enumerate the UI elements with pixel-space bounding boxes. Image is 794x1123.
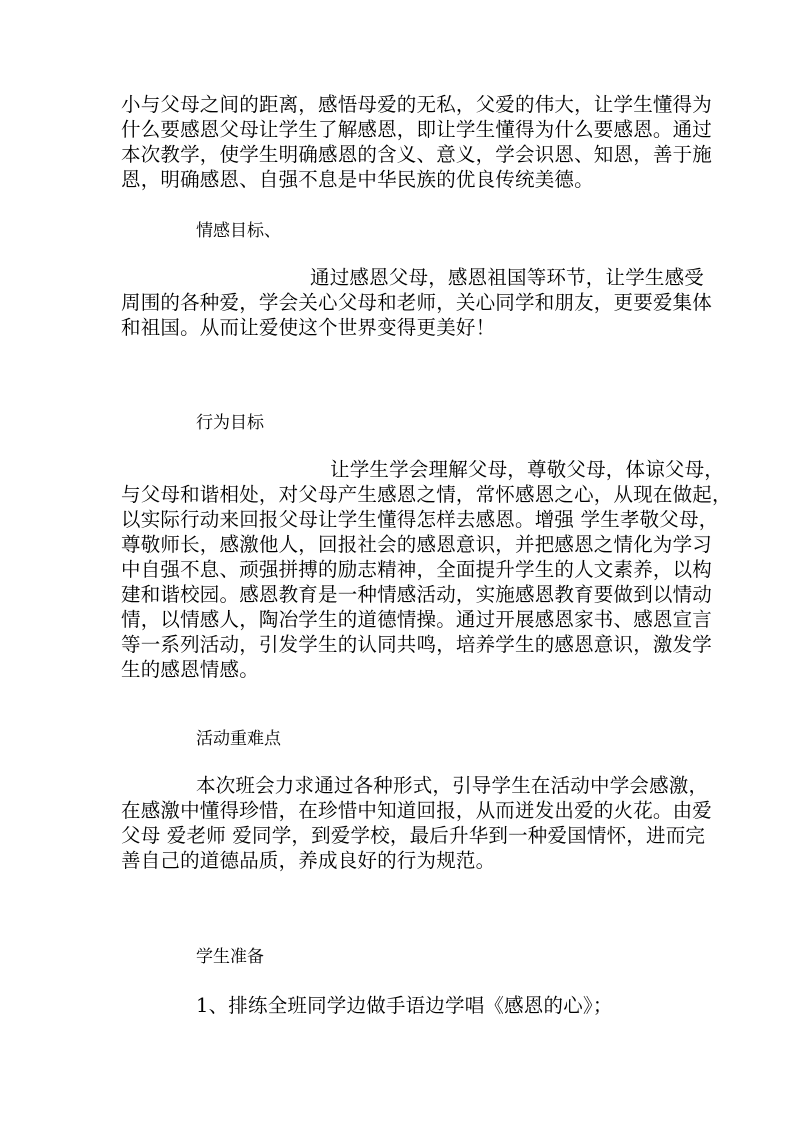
behavior-line-6: 建和谐校园。感恩教育是一种情感活动，实施感恩教育要做到以情动 [121,583,713,606]
behavior-line-3: 以实际行动来回报父母让学生懂得怎样去感恩。增强 学生孝敬父母， [121,508,719,531]
behavior-line-1: 让学生学会理解父母，尊敬父母，体谅父母， [330,458,725,481]
difficulty-line-1: 本次班会力求通过各种形式，引导学生在活动中学会感激， [196,774,709,797]
difficulty-line-3: 父母 爱老师 爱同学，到爱学校，最后升华到一种爱国情怀，进而完 [121,824,706,847]
difficulty-heading: 活动重难点 [196,729,281,749]
behavior-line-2: 与父母和谐相处，对父母产生感恩之情，常怀感恩之心，从现在做起， [121,483,732,506]
behavior-line-5: 中自强不息、顽强拼搏的励志精神，全面提升学生的人文素养，以构 [121,558,713,581]
intro-line-1: 小与父母之间的距离，感悟母爱的无私，父爱的伟大，让学生懂得为 [121,93,713,116]
intro-line-4: 恩，明确感恩、自强不息是中华民族的优良传统美德。 [121,168,594,191]
behavior-line-4: 尊敬师长，感激他人，回报社会的感恩意识，并把感恩之情化为学习 [121,533,713,556]
emotion-line-3: 和祖国。从而让爱使这个世界变得更美好！ [121,316,496,339]
intro-line-3: 本次教学，使学生明确感恩的含义、意义，学会识恩、知恩，善于施 [121,143,713,166]
behavior-line-9: 生的感恩情感。 [121,658,259,681]
difficulty-line-4: 善自己的道德品质，养成良好的行为规范。 [121,849,496,872]
behavior-line-7: 情，以情感人，陶冶学生的道德情操。通过开展感恩家书、感恩宣言 [121,608,713,631]
emotion-line-1: 通过感恩父母，感恩祖国等环节，让学生感受 [310,266,705,289]
preparation-heading: 学生准备 [196,947,264,967]
intro-line-2: 什么要感恩父母让学生了解感恩，即让学生懂得为什么要感恩。通过 [121,118,713,141]
behavior-heading: 行为目标 [196,413,264,433]
emotion-heading: 情感目标、 [196,221,281,241]
emotion-line-2: 周围的各种爱，学会关心父母和老师，关心同学和朋友，更要爱集体 [121,291,713,314]
preparation-item-1: 1、排练全班同学边做手语边学唱《感恩的心》； [196,994,613,1017]
behavior-line-8: 等一系列活动，引发学生的认同共鸣，培养学生的感恩意识，激发学 [121,633,713,656]
difficulty-line-2: 在感激中懂得珍惜，在珍惜中知道回报，从而迸发出爱的火花。由爱 [121,799,713,822]
